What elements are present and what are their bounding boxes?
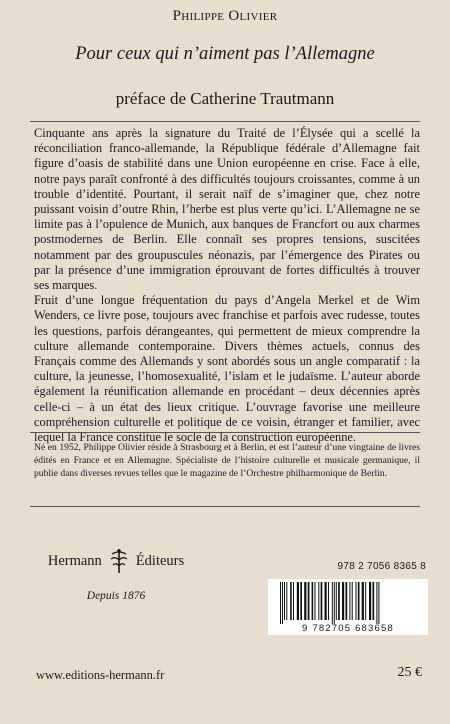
barcode-bar: [280, 582, 281, 624]
hermann-logo-icon: [108, 548, 130, 574]
barcode-bar: [369, 582, 371, 620]
barcode-bar: [315, 582, 316, 620]
book-title: Pour ceux qui n’aiment pas l’Allemagne: [75, 44, 375, 64]
barcode: [268, 579, 428, 635]
barcode-bar: [338, 582, 340, 620]
barcode-bar: [342, 582, 344, 620]
barcode-bars: [278, 582, 424, 624]
barcode-bar: [334, 582, 335, 624]
barcode-bar: [332, 582, 333, 624]
barcode-bar: [297, 582, 299, 620]
barcode-digits: 9 782705 683658: [302, 623, 394, 634]
barcode-bar: [362, 582, 364, 620]
barcode-bar: [293, 582, 294, 620]
barcode-bar: [312, 582, 314, 620]
barcode-bar: [318, 582, 319, 620]
divider-bottom: [30, 506, 420, 507]
price: 25 €: [397, 665, 422, 680]
publisher-name-left: Hermann: [47, 552, 102, 569]
barcode-bar: [365, 582, 366, 620]
barcode-bar: [336, 582, 337, 620]
publisher-website: www.editions-hermann.fr: [36, 668, 165, 682]
barcode-bar: [358, 582, 360, 620]
barcode-bar: [352, 582, 353, 620]
barcode-bar: [286, 582, 287, 620]
barcode-bar: [308, 582, 310, 620]
barcode-bar: [325, 582, 327, 620]
blurb-paragraph: Cinquante ans après la signature du Traité de l’Élysée qui a scellé la réconciliation franco-allemande, la République fédérale d’Allemagne fait figure d’oasis de stabilité dans une Union européenne en crise. Face à elle, notre pays paraît confronté à des difficultés toujours croissantes, comme à un trouble d’identité. Pourtant, il serait naïf de s’imaginer que, chez notre puissant voisin d’outre Rhin, l’herbe est plus verte qu’ici. L’Allemagne ne se limite pas à l’opulence de Munich, aux banques de Francfort ou aux charmes postmodernes de Berlin. Elle connaît ses propres tensions, suscitées notamment par des groupuscules néonazis, par l’émergence des Pirates ou par la présence d’une immigration éprouvant de fortes difficultés à trouver ses marques.: [34, 126, 420, 293]
barcode-bar: [282, 582, 283, 624]
barcode-bar: [349, 582, 350, 620]
publisher-since: Depuis 1876: [86, 590, 146, 602]
isbn-number: 978 2 7056 8365 8: [337, 561, 426, 572]
publisher-block: [36, 548, 196, 602]
barcode-bar: [373, 582, 375, 620]
barcode-bar: [300, 582, 302, 620]
barcode-bar: [284, 582, 285, 620]
blurb-paragraph: Fruit d’une longue fréquentation du pays d’Angela Merkel et de Wim Wenders, ce livre pose, toujours avec franchise et parfois avec rudesse, toutes les questions, parfois dérangeantes, qui permettent de mieux comprendre la culture allemande contemporaine. Divers thèmes actuels, connus des Français comme des Allemands y sont abordés sous un angle comparatif : la culture, la jeunesse, l’homosexualité, l’islam et le judaïsme. L’auteur aborde également la réunification allemande en procédant – deux décennies après celle-ci – à un état des lieux critique. L’ouvrage favorise une meilleure compréhension culturelle et politique de ce voisin, étranger et familier, avec lequel la France constitue le socle de la construction européenne.: [34, 293, 420, 445]
barcode-bar: [328, 582, 329, 620]
barcode-bar: [321, 582, 323, 620]
barcode-bar: [378, 582, 379, 624]
barcode-bar: [376, 582, 377, 624]
barcode-bar: [290, 582, 292, 620]
publisher-name-right: Éditeurs: [135, 552, 185, 569]
publisher-name: [36, 548, 196, 574]
divider-middle: [30, 432, 420, 433]
barcode-bar: [304, 582, 306, 620]
author-bio: Né en 1952, Philippe Olivier réside à Strasbourg et à Berlin, et est l’auteur d’une vingtaine de livres édités en France et en Allemagne. Spécialiste de l’histoire culturelle et musicale germanique, il publie dans diverses revues telles que le magazine de l’Orchestre philharmonique de Berlin.: [34, 442, 420, 479]
divider-top: [30, 121, 420, 122]
author-name: Philippe Olivier: [172, 8, 278, 24]
blurb: [34, 126, 420, 445]
preface-credit: préface de Catherine Trautmann: [115, 89, 335, 108]
barcode-bar: [356, 582, 357, 620]
barcode-bar: [346, 582, 348, 620]
